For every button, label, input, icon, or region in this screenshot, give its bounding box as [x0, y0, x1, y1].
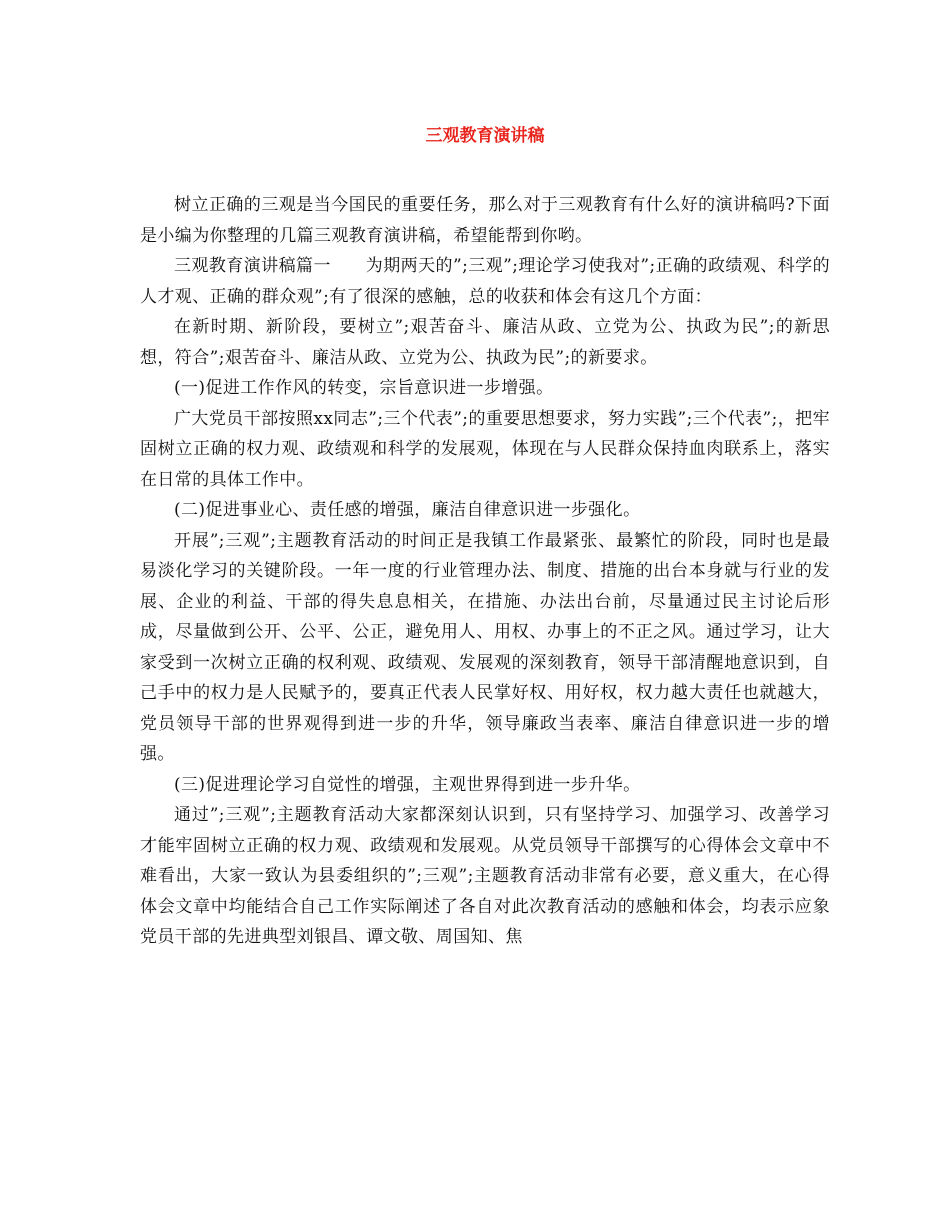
document-page	[140, 118, 830, 953]
paragraph-activity: 开展”;三观”;主题教育活动的时间正是我镇工作最紧张、最繁忙的阶段，同时也是最易淡化学习的关键阶段。一年一度的行业管理办法、制度、措施的出台本身就与行业的发展、企业的利益、干部的得失息息相关，在措施、办法出台前，尽量通过民主讨论后形成，尽量做到公开、公平、公正，避免用人、用权、办事上的不正之风。通过学习，让大家受到一次树立正确的权利观、政绩观、发展观的深刻教育，领导干部清醒地意识到，自己手中的权力是人民赋予的，要真正代表人民掌好权、用好权，权力越大责任也就越大，党员领导干部的世界观得到进一步的升华，领导廉政当表率、廉洁自律意识进一步的增强。	[140, 530, 830, 764]
document-title: 三观教育演讲稿	[425, 126, 545, 146]
paragraph-speech-one: 三观教育演讲稿篇一 为期两天的”;三观”;理论学习使我对”;正确的政绩观、科学的人才观、正确的群众观”;有了很深的感触，总的收获和体会有这几个方面：	[140, 256, 830, 307]
paragraph-through: 通过”;三观”;主题教育活动大家都深刻认识到，只有坚持学习、加强学习、改善学习才能牢固树立正确的权力观、政绩观和发展观。从党员领导干部撰写的心得体会文章中不难看出，大家一致认为县委组织的”;三观”;主题教育活动非常有必要，意义重大，在心得体会文章中均能结合自己工作实际阐述了各自对此次教育活动的感触和体会，均表示应象党员干部的先进典型刘银昌、谭文敬、周国知、焦	[140, 805, 830, 947]
paragraph-new-period: 在新时期、新阶段，要树立”;艰苦奋斗、廉洁从政、立党为公、执政为民”;的新思想，符合”;艰苦奋斗、廉洁从政、立党为公、执政为民”;的新要求。	[140, 317, 830, 368]
paragraph-intro: 树立正确的三观是当今国民的重要任务，那么对于三观教育有什么好的演讲稿吗?下面是小编为你整理的几篇三观教育演讲稿，希望能帮到你哟。	[140, 195, 830, 246]
paragraph-cadres: 广大党员干部按照xx同志”;三个代表”;的重要思想要求，努力实践”;三个代表”;，把牢固树立正确的权力观、政绩观和科学的发展观，体现在与人民群众保持血肉联系上，落实在日常的具体工作中。	[140, 408, 830, 490]
paragraph-heading-one: (一)促进工作作风的转变，宗旨意识进一步增强。	[174, 378, 554, 398]
paragraph-heading-two: (二)促进事业心、责任感的增强，廉洁自律意识进一步强化。	[174, 500, 641, 520]
paragraph-heading-three: (三)促进理论学习自觉性的增强，主观世界得到进一步升华。	[174, 774, 641, 795]
